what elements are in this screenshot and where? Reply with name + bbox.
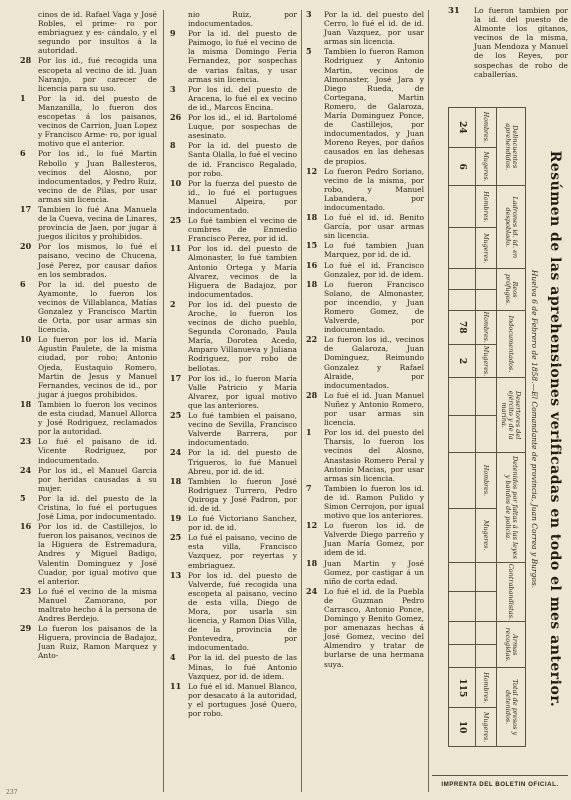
entry-text: Lo fué el paisano de id. Vicente Rodriguez, por indocumentado. bbox=[38, 437, 157, 465]
summary-subheader: Mugeres. bbox=[476, 508, 497, 562]
summary-group-header: Detenidos por faltas á las leyes y bandos de policía. bbox=[497, 453, 526, 562]
entry bbox=[170, 10, 297, 28]
entry bbox=[170, 448, 297, 475]
entry bbox=[170, 514, 297, 532]
entry bbox=[20, 10, 157, 55]
divider bbox=[432, 775, 568, 776]
entry bbox=[170, 179, 297, 215]
entry bbox=[306, 587, 424, 669]
entry-text: Por la id. del puesto de la Cristina, lo fué el portugues José Lima, por indocumentado. bbox=[38, 493, 157, 522]
summary-title: Resúmen de las aprehensiones verificadas en todo el mes anterior. bbox=[547, 150, 563, 708]
entry-day: 25 bbox=[170, 215, 182, 226]
summary-value bbox=[449, 562, 476, 592]
summary-subheader bbox=[476, 562, 497, 592]
summary-group-header: Desertores del ejército y de la marina. bbox=[497, 378, 526, 453]
summary-subheader: Mugeres. bbox=[476, 708, 497, 747]
summary-value bbox=[449, 453, 476, 509]
entry-day: 29 bbox=[20, 623, 32, 634]
entry-day: 16 bbox=[306, 259, 318, 270]
entry-day: 18 bbox=[306, 278, 318, 289]
entry-text: Por la id. del puesto de Ayamonte, lo fueron los vecinos de Villablanca, Matías Gonzalez y Francisco Martin de Orta, por usar armas sin licencia. bbox=[38, 279, 157, 335]
summary-value bbox=[449, 228, 476, 269]
entry-text: Por la fuerza del puesto de id., lo fué el portugues Manuel Alpeira, por indocumentado. bbox=[188, 178, 297, 215]
summary-value bbox=[449, 289, 476, 310]
entry bbox=[170, 85, 297, 112]
entry-day: 31 bbox=[448, 6, 460, 16]
entry bbox=[170, 216, 297, 243]
entry bbox=[20, 149, 157, 204]
entry-day: 11 bbox=[170, 680, 182, 691]
entry-text: Tambien lo fueron José Rodriguez Turrero, Pedro Quiroga y José Padron, por id. de id. bbox=[188, 476, 297, 513]
entry bbox=[170, 533, 297, 569]
summary-subheader bbox=[476, 592, 497, 622]
entry-text: Lo fué tambien el paisano, vecino de Sevilla, Francisco Valverde Barrera, por indocumentado. bbox=[188, 411, 297, 448]
entry bbox=[306, 521, 424, 557]
summary-subheader bbox=[476, 378, 497, 416]
summary-value bbox=[449, 186, 476, 228]
summary-value bbox=[449, 645, 476, 668]
entry-day: 12 bbox=[306, 520, 318, 531]
summary-rotated-block bbox=[434, 99, 568, 759]
entry bbox=[170, 477, 297, 513]
entry-day: 28 bbox=[20, 55, 32, 66]
entry-day: 6 bbox=[20, 148, 26, 159]
text-column-3 bbox=[306, 10, 424, 794]
entry bbox=[20, 587, 157, 623]
summary-signature: Huelva 6 de Febrero de 1858.—El Comandante de provincia, Juan Correa y Burgos. bbox=[530, 269, 539, 589]
entry-text: cinos de id. Rafael Vaga y José Robles, el prime- ro por embriaguez y es- cándalo, y el segundo por insultos á la autoridad. bbox=[38, 10, 157, 56]
entry-day: 17 bbox=[170, 372, 182, 383]
entry-text: Lo fueron tambien por la id. del puesto de Almonte los gitanos, vecinos de la misma, Juan Mendoza y Manuel de los Reyes, por sospechas de robo de caballerías. bbox=[474, 6, 568, 79]
entry-day: 18 bbox=[20, 398, 32, 409]
entry bbox=[432, 6, 568, 79]
entry-text: Por los id., lo fué Martin Rebollo y Juan Ballesteros, vecinos del Alosno, por indocumentados, y Pedro Ruiz, vecino de de Pilas, por usar armas sin licencia. bbox=[38, 149, 157, 204]
entry-text: Por los id., el id. Bartolomé Luque, por sospechas de asesinato. bbox=[188, 113, 297, 141]
text-column-1 bbox=[20, 10, 157, 794]
summary-value: 6 bbox=[449, 147, 476, 186]
entry-text: Lo fueron por los id. María Agustin Paulete, de la misma ciudad, por robo; Antonio Ojeda, Eustaquio Romero, Martin de Jesus y Manuel Fernandes, vecinos de id., por jugar á juegos prohibidos. bbox=[38, 335, 157, 399]
entry bbox=[306, 261, 424, 279]
entry-day: 8 bbox=[170, 140, 176, 151]
summary-subheader: Mugeres. bbox=[476, 344, 497, 377]
entry-text: Por la id. del puesto de Santa Olalla, lo fué el vecino de id. Francisco Regalado, por robo. bbox=[188, 141, 297, 178]
entry-text: Tambien lo fué Ana Manuela de la Cueva, vecina de Linares, provincia de Jaen, por jugar á juegos ilícitos y prohibidos. bbox=[38, 204, 157, 242]
entry-day: 9 bbox=[170, 28, 176, 39]
entry-text: Lo fué el id. id. Benito García, por usar armas sin licencia. bbox=[324, 213, 424, 241]
entry-day bbox=[20, 10, 38, 55]
entry bbox=[20, 522, 157, 586]
entry-day: 12 bbox=[306, 165, 318, 176]
entry bbox=[20, 335, 157, 399]
entry bbox=[170, 244, 297, 299]
summary-subheader: Hombres. bbox=[476, 186, 497, 228]
entry bbox=[20, 624, 157, 660]
summary-group-header: Contrabandistas. bbox=[497, 562, 526, 621]
summary-subheader bbox=[476, 645, 497, 668]
summary-value: 2 bbox=[449, 344, 476, 377]
entry-text: Por los id. de Castillejos, lo fueron los paisanos, vecinos de la Higuera de Estremadura, Andres y Miguel Badigo, Valentin Dominguez y José Cuador, por igual motivo que el anterior. bbox=[38, 522, 157, 586]
entry bbox=[170, 300, 297, 373]
entry bbox=[306, 391, 424, 427]
entry-day: 6 bbox=[20, 278, 26, 289]
entry bbox=[306, 559, 424, 586]
summary-subheader: Hombres. bbox=[476, 453, 497, 509]
text-column-2 bbox=[170, 10, 297, 794]
summary-value bbox=[449, 415, 476, 453]
summary-group-header: Total de presos y detenidos. bbox=[497, 668, 526, 747]
entry bbox=[306, 428, 424, 483]
summary-group-header: Delincuentes aprehendidos. bbox=[497, 108, 526, 186]
summary-value bbox=[449, 269, 476, 290]
entry-text: Lo fué tambien el vecino de cumbres de Enmedio Francisco Perez, por id id. bbox=[188, 216, 297, 244]
entry-day: 25 bbox=[170, 532, 182, 543]
page-folio: 237 bbox=[6, 789, 18, 796]
summary-subheader bbox=[476, 269, 497, 290]
entry bbox=[306, 241, 424, 259]
entry-day: 5 bbox=[306, 46, 312, 57]
entry-text: Por la id. del puesto de las Minas, lo fué Antonio Vazquez, por id. de idem. bbox=[188, 653, 297, 681]
column-rule bbox=[163, 10, 164, 792]
entry-text: Por la id. del puesto de Manzanilla, lo fueron dos escopetas á los paisanos, vecinos de Carrion, Juan Lopez y Francisco Arme- ro, por igual motivo que el anterior. bbox=[38, 93, 157, 149]
entry-text: Lo fueron Pedro Soriano, vecino de la misma, por robo, y Manuel Labandera, por indocumentado. bbox=[324, 166, 424, 212]
summary-subheader: Hombres. bbox=[476, 668, 497, 708]
summary-subheader bbox=[476, 622, 497, 645]
entry-day: 26 bbox=[170, 112, 182, 123]
entry bbox=[170, 411, 297, 447]
entry-day bbox=[170, 10, 188, 28]
entry bbox=[20, 94, 157, 149]
entry-text: Lo fueron los id., vecinos de Galaroza, Juan Dominguez, Reimundo Gonzalez y Rafael Alraide, por indocumentados. bbox=[324, 335, 424, 390]
entry bbox=[306, 167, 424, 212]
entry bbox=[170, 113, 297, 140]
entry-day: 24 bbox=[170, 447, 182, 458]
entry-text: Por los mismos, lo fué el paisano, vecino de Chucena, José Perez, por causar daños en los sembrados. bbox=[38, 242, 157, 279]
entry-text: Tambien lo fueron Ramon Rodriguez y Antonio Martin, vecinos de Almonaster, José Jara y Diego Rueda, de Cortegana, Martin Romero, de Galaroza, María Dominguez Ponce, de Castillejos, por indocumentados, y Juan Moreno Reyes, por daños causados en las dehesas de propios. bbox=[324, 47, 424, 166]
summary-table bbox=[448, 107, 526, 747]
summary-subheader bbox=[476, 289, 497, 310]
entry bbox=[306, 47, 424, 165]
entry bbox=[20, 280, 157, 335]
entry-day: 24 bbox=[306, 585, 318, 596]
entry-day: 10 bbox=[20, 334, 32, 345]
entry bbox=[170, 653, 297, 680]
summary-subheader: Hombres. bbox=[476, 310, 497, 344]
summary-value: 78 bbox=[449, 310, 476, 344]
column-rule bbox=[428, 10, 429, 792]
summary-group-header: Indocumentados. bbox=[497, 310, 526, 378]
entry bbox=[306, 335, 424, 390]
entry bbox=[20, 494, 157, 521]
summary-value: 24 bbox=[449, 108, 476, 148]
entry-text: Lo fué el vecino de la misma Manuel Zamorano, por maltrato hecho á la persona de Andres Berdejo. bbox=[38, 586, 157, 624]
entry-day: 23 bbox=[20, 585, 32, 596]
entry-text: Lo fué el paisano, vecino de esta villa, Francisco Vazquez, por reyertas y embriaguez. bbox=[188, 533, 297, 570]
entry-text: Por la id. del puesto de Trigueros, lo fué Manuel Abreu, por id. de id. bbox=[188, 448, 297, 476]
entry-day: 3 bbox=[170, 83, 176, 94]
entry-text: Lo fué Victoriano Sanchez, por id. de id. bbox=[188, 514, 297, 533]
entry-text: Por los id. del puesto del Tharsis, lo fueron los vecinos del Alosno, Anastasio Romero Peral y Antonio Macias, por usar armas sin licencia. bbox=[324, 428, 424, 483]
entry-text: Lo fueron los paisanos de la Higuera, provincia de Badajoz, Juan Ruiz, Ramon Marquez y Anto- bbox=[38, 624, 157, 661]
summary-subheader: Hombres. bbox=[476, 108, 497, 148]
entry-text: Lo fué el id. Francisco Gonzalez, por id. de idem. bbox=[324, 260, 424, 279]
entry-text: Juan Martin y José Gomez, por castigar á un niño de corta edad. bbox=[324, 558, 424, 586]
entry-day: 1 bbox=[306, 427, 312, 438]
summary-group-header: Ladrones id. id. en despoblado. bbox=[497, 186, 526, 269]
entry-text: Lo fueron los id. de Valverde Diego parreño y Juan María Gomez, por idem de id. bbox=[324, 521, 424, 558]
summary-subheader: Mugeres. bbox=[476, 147, 497, 186]
entry bbox=[20, 437, 157, 464]
entry-day: 7 bbox=[306, 482, 312, 493]
entry-day: 2 bbox=[170, 298, 176, 309]
summary-value: 115 bbox=[449, 668, 476, 708]
entry-text: Por los id. del puesto de Almonaster, lo fué tambien Antonio Ortega y María Alvarez, vecinos de la Higuera de Badajoz, por indocumentados. bbox=[188, 244, 297, 299]
summary-value bbox=[449, 508, 476, 562]
entry-text: Por la id. del puesto del Cerro, lo fué el id. de id. Juan Vazquez, por usar armas sin licencia. bbox=[324, 10, 424, 47]
entry-day: 10 bbox=[170, 177, 182, 188]
entry-text: Por los id., fué recogida una escopeta al vecino de id. Juan Naranjo, por carecer de licencia para su uso. bbox=[38, 56, 157, 93]
entry-day: 28 bbox=[306, 389, 318, 400]
imprint-line: IMPRENTA DEL BOLETIN OFICIAL. bbox=[441, 781, 559, 788]
entry-text: Lo fué el id. de la Puebla de Guzman Pedro Carrasco, Antonio Ponce, Domingo y Benito Gomez, por amenazas hechas á José Gomez, vecino del Almendro y tratar de burlarse de una hermana suya. bbox=[324, 586, 424, 669]
entry-day: 3 bbox=[306, 10, 312, 19]
entry bbox=[170, 571, 297, 653]
entry-day: 23 bbox=[20, 436, 32, 447]
entry bbox=[20, 56, 157, 92]
entry-text: nio Ruiz, por indocumentados. bbox=[188, 10, 297, 29]
entry-text: Lo fué el id. Juan Manuel Nuñez y Antonio Romero, por usar armas sin licencia. bbox=[324, 390, 424, 428]
entry-day: 1 bbox=[20, 92, 26, 103]
entry-day: 20 bbox=[20, 241, 32, 252]
entry-text: Lo fueron Francisco Solano, de Almonaster, por incendio, y Juan Romero Gomez, de Valverde, por indocumentado. bbox=[324, 279, 424, 335]
entry-text: Tambien lo fueron los id. de id. Ramon Pulido y Simon Cerrojon, por igual motivo que los anteriores. bbox=[324, 483, 424, 521]
entry-day: 22 bbox=[306, 334, 318, 345]
entry bbox=[170, 682, 297, 718]
entry-day: 19 bbox=[170, 513, 182, 524]
entry-text: Lo fué tambien Juan Marquez, por id. de id. bbox=[324, 241, 424, 260]
entry-text: Por los id. del puesto de Valverde, fué recogida una escopeta al paisano, vecino de esta villa, Diego de Mora, por usarla sin licencia, y Ramon Dias Villa, de la provincia de Pontevedra, por indocumentado. bbox=[188, 570, 297, 653]
entry-day: 18 bbox=[306, 212, 318, 223]
summary-value bbox=[449, 378, 476, 416]
entry-day: 18 bbox=[170, 475, 182, 486]
entry bbox=[306, 10, 424, 46]
summary-value: 10 bbox=[449, 708, 476, 747]
summary-subheader bbox=[476, 415, 497, 453]
entry-text: Por los id. del puesto de Aracena, lo fué el ex vecino de id., Marcos Encina. bbox=[188, 84, 297, 112]
entry-day: 5 bbox=[20, 492, 26, 503]
entry-text: Por los id., lo fueron María Valle Patricio y María Alvarez, por igual motivo que las anteriores. bbox=[188, 373, 297, 410]
summary-group-header: Reos prófugos. bbox=[497, 269, 526, 310]
summary-group-header: Armas recogidas. bbox=[497, 622, 526, 668]
entry bbox=[170, 29, 297, 84]
summary-value bbox=[449, 622, 476, 645]
entry bbox=[170, 374, 297, 410]
entry-day: 15 bbox=[306, 240, 318, 251]
entry bbox=[20, 400, 157, 436]
summary-panel bbox=[432, 6, 568, 796]
entry-day: 4 bbox=[170, 652, 176, 663]
entry-text: Por los id. del puesto de Aroche, lo fueron los vecinos de dicho pueblo, Segunda Coronado, Paula María, Dorotea Acedo, Amparo Villanueva y Juliana Rodriguez, por robo de bellotas. bbox=[188, 299, 297, 373]
entry-day: 24 bbox=[20, 464, 32, 475]
entry bbox=[20, 242, 157, 278]
entry-text: Por la id. del puesto de Paimogo, lo fué el vecino de la misma Domingo Feria Fernandez, por sospechas de varias faltas, y usar armas sin licencia. bbox=[188, 29, 297, 84]
entry bbox=[20, 466, 157, 493]
entry-text: Por los id., el Manuel Garcia por heridas causadas á su mujer. bbox=[38, 465, 157, 493]
entry-day: 17 bbox=[20, 203, 32, 214]
entry bbox=[306, 213, 424, 240]
summary-value bbox=[449, 592, 476, 622]
entry bbox=[306, 484, 424, 520]
column-rule bbox=[301, 10, 302, 792]
entry-day: 25 bbox=[170, 410, 182, 421]
entry bbox=[306, 280, 424, 335]
entry bbox=[170, 141, 297, 177]
entry-day: 13 bbox=[170, 569, 182, 580]
entry-day: 11 bbox=[170, 243, 182, 254]
entry-text: Tambien lo fueron los vecinos de esta ciudad, Manuel Allorca y José Rodriguez, reclamados por la autoridad. bbox=[38, 399, 157, 437]
entry-day: 16 bbox=[20, 521, 32, 532]
entry-text: Lo fué el id. Manuel Blanco, por desacato á la autoridad, y el portugues José Quero, por robo. bbox=[188, 681, 297, 719]
entry-day: 18 bbox=[306, 557, 318, 568]
summary-subheader: Mugeres. bbox=[476, 228, 497, 269]
entry bbox=[20, 205, 157, 241]
